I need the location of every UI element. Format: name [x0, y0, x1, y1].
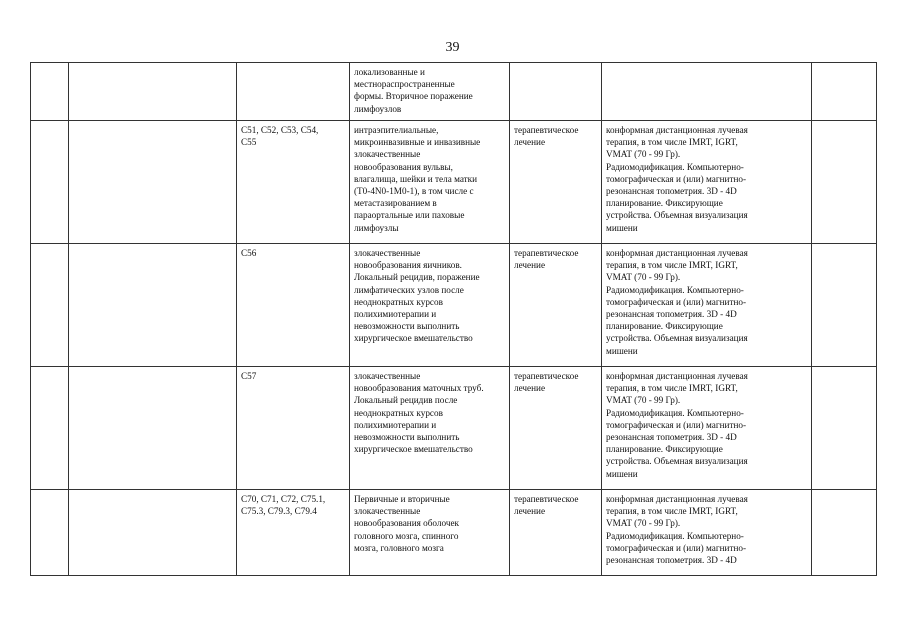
row-number-cell [31, 367, 69, 490]
cost-cell [812, 244, 877, 367]
treatment-type-cell [510, 63, 602, 121]
procedure-group-cell [69, 490, 237, 576]
procedure-group-cell [69, 63, 237, 121]
page-number: 39 [445, 40, 460, 55]
cost-cell [812, 367, 877, 490]
row-number-cell [31, 244, 69, 367]
cost-cell [812, 121, 877, 244]
cost-cell [812, 63, 877, 121]
disease-cell: Первичные и вторичные злокачественные новообразования оболочек головного мозга, спинного мозга, головного мозга [350, 490, 510, 576]
row-number-cell [31, 63, 69, 121]
treatment-method-cell: конформная дистанционная лучевая терапия, в том числе IMRT, IGRT, VMAT (70 - 99 Гр). Радиомодификация. Компьютерно- томографическая и (или) магнитно- резонансная топометрия. 3D - 4D планирование. Фиксирующие устройства. Объемная визуализация мишени [602, 244, 812, 367]
table-row [31, 121, 877, 244]
procedure-group-cell [69, 367, 237, 490]
treatment-type-cell: терапевтическое лечение [510, 490, 602, 576]
procedure-group-cell [69, 244, 237, 367]
icd-codes-cell: C70, C71, C72, C75.1, C75.3, C79.3, C79.4 [237, 490, 350, 576]
disease-cell: интраэпителиальные, микроинвазивные и инвазивные злокачественные новообразования вульвы, влагалища, шейки и тела матки (T0-4N0-1M0-1), в том числе с метастазированием в параортальные или паховые лимфоузлы [350, 121, 510, 244]
icd-codes-cell [237, 63, 350, 121]
row-number-cell [31, 121, 69, 244]
table-row [31, 244, 877, 367]
treatment-type-cell: терапевтическое лечение [510, 121, 602, 244]
icd-codes-cell: C57 [237, 367, 350, 490]
icd-codes-cell: C56 [237, 244, 350, 367]
treatment-method-cell: конформная дистанционная лучевая терапия, в том числе IMRT, IGRT, VMAT (70 - 99 Гр). Радиомодификация. Компьютерно- томографическая и (или) магнитно- резонансная топометрия. 3D - 4D [602, 490, 812, 576]
disease-cell: злокачественные новообразования маточных труб. Локальный рецидив после неоднократных курсов полихимиотерапии и невозможности выполнить хирургическое вмешательство [350, 367, 510, 490]
treatment-method-cell [602, 63, 812, 121]
cost-cell [812, 490, 877, 576]
disease-cell: злокачественные новообразования яичников. Локальный рецидив, поражение лимфатических узлов после неоднократных курсов полихимиотерапии и невозможности выполнить хирургическое вмешательство [350, 244, 510, 367]
table-row [31, 490, 877, 576]
row-number-cell [31, 490, 69, 576]
treatment-type-cell: терапевтическое лечение [510, 244, 602, 367]
treatment-type-cell: терапевтическое лечение [510, 367, 602, 490]
procedure-group-cell [69, 121, 237, 244]
treatment-method-cell: конформная дистанционная лучевая терапия, в том числе IMRT, IGRT, VMAT (70 - 99 Гр). Радиомодификация. Компьютерно- томографическая и (или) магнитно- резонансная топометрия. 3D - 4D планирование. Фиксирующие устройства. Объемная визуализация мишени [602, 121, 812, 244]
treatment-method-cell: конформная дистанционная лучевая терапия, в том числе IMRT, IGRT, VMAT (70 - 99 Гр). Радиомодификация. Компьютерно- томографическая и (или) магнитно- резонансная топометрия. 3D - 4D планирование. Фиксирующие устройства. Объемная визуализация мишени [602, 367, 812, 490]
disease-cell: локализованные и местнораспространенные формы. Вторичное поражение лимфоузлов [350, 63, 510, 121]
procedures-table [30, 62, 877, 576]
table-row [31, 367, 877, 490]
icd-codes-cell: C51, C52, C53, C54, C55 [237, 121, 350, 244]
table-row [31, 63, 877, 121]
